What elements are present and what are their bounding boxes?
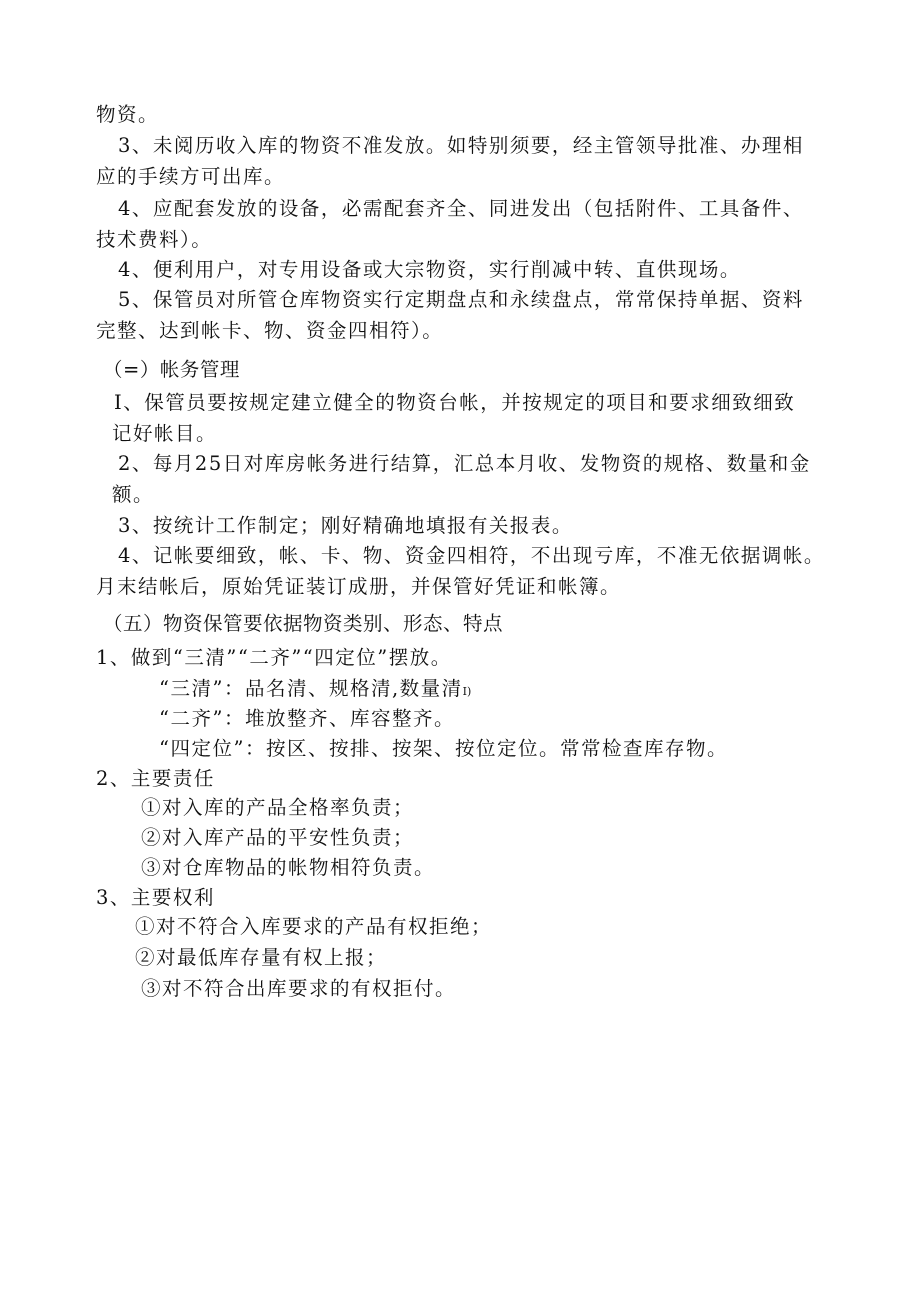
subheading-responsibilities: 2、主要责任	[96, 767, 215, 790]
text-line: 3、按统计工作制定；刚好精确地填报有关报表。	[118, 514, 573, 537]
text-line: 4、记帐要细致，帐、卡、物、资金四相符，不出现亏库，不准无依据调帐。	[118, 544, 825, 567]
text-line: 记好帐目。	[112, 422, 218, 445]
section-heading-storage: （五）物资保管要依据物资类别、形态、特点	[103, 612, 504, 635]
text-line: 4、便利用户，对专用设备或大宗物资，实行削减中转、直供现场。	[118, 258, 741, 281]
text-line	[159, 679, 471, 699]
text-line: 3、未阅历收入库的物资不准发放。如特别须要，经主管领导批准、办理相	[118, 134, 804, 157]
text-line: 4、应配套发放的设备，必需配套齐全、同进发出（包括附件、工具备件、	[118, 197, 804, 220]
text-line: 完整、达到帐卡、物、资金四相符）。	[96, 319, 444, 342]
text-line: 1、做到“三清”“二齐”“四定位”摆放。	[96, 646, 452, 669]
section-heading-accounts: （=）帐务管理	[103, 358, 240, 381]
text-line: 物资。	[96, 103, 160, 126]
text-line: 5、保管员对所管仓库物资实行定期盘点和永续盘点，常常保持单据、资料	[118, 288, 804, 311]
list-item: ②对最低库存量有权上报；	[135, 946, 388, 969]
text-line: 技术费料）。	[96, 228, 213, 251]
text-line: 额。	[112, 483, 155, 506]
text-line: “二齐”：堆放整齐、库容整齐。	[159, 707, 455, 730]
text-line: 2、每月25日对库房帐务进行结算，汇总本月收、发物资的规格、数量和金	[118, 452, 811, 475]
text-line-main: “三清”：品名清、规格清,数量清	[159, 677, 463, 700]
text-line: 月末结帐后，原始凭证装订成册，并保管好凭证和帐簿。	[96, 575, 622, 598]
list-item: ①对不符合入库要求的产品有权拒绝；	[135, 915, 493, 938]
subheading-rights: 3、主要权利	[96, 886, 215, 909]
text-line: 应的手续方可出库。	[96, 165, 286, 188]
text-line: “四定位”：按区、按排、按架、按位定位。常常检查库存物。	[159, 737, 728, 760]
list-item: ①对入库的产品全格率负责；	[141, 796, 415, 819]
list-item: ③对不符合出库要求的有权拒付。	[141, 977, 457, 1000]
text-line-mark: I)	[462, 685, 472, 698]
list-item: ③对仓库物品的帐物相符负责。	[141, 856, 436, 879]
text-line: I、保管员要按规定建立健全的物资台帐，并按规定的项目和要求细致细致	[114, 391, 796, 414]
list-item: ②对入库产品的平安性负责；	[141, 826, 415, 849]
